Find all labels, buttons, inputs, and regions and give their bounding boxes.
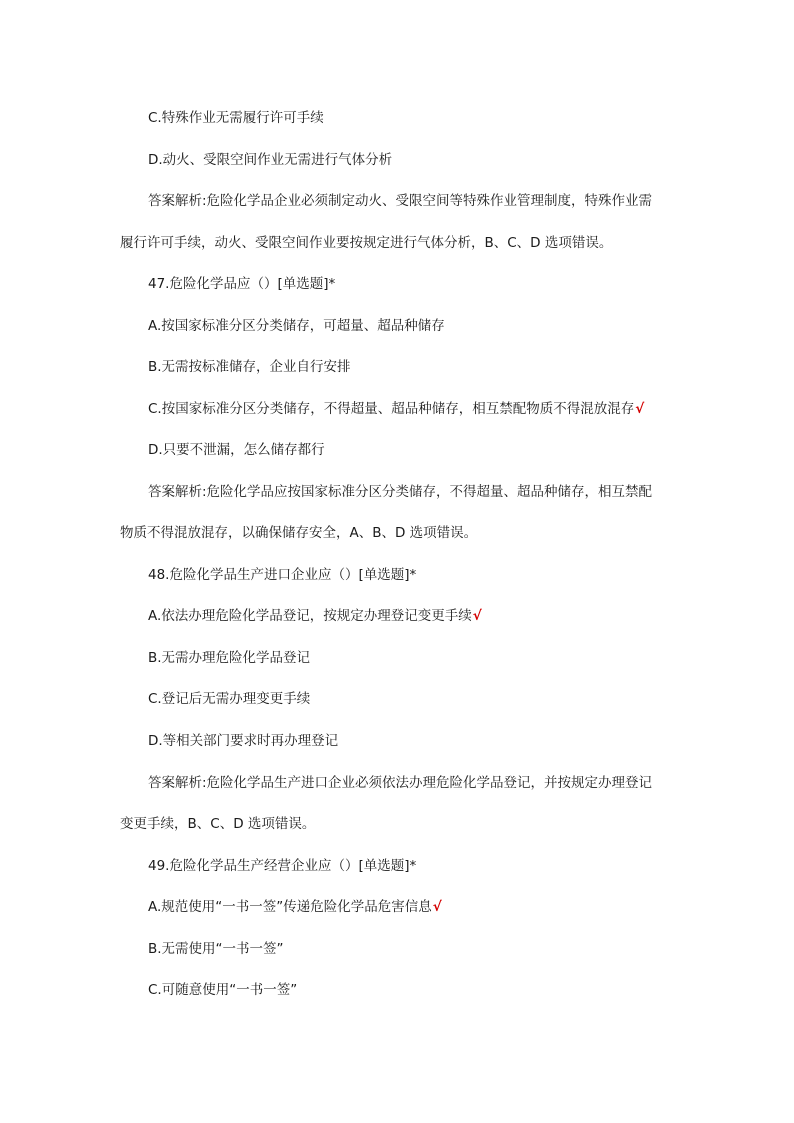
q46-analysis-line1: 答案解析:危险化学品企业必须制定动火、受限空间等特殊作业管理制度，特殊作业需 <box>148 193 653 209</box>
q47-option-b: B.无需按标准储存，企业自行安排 <box>148 359 351 375</box>
q47-option-c-row <box>148 399 644 419</box>
q47-question: 47.危险化学品应（）[单选题]* <box>148 276 336 292</box>
q49-option-a: A.规范使用“一书一签”传递危险化学品危害信息 <box>148 899 432 915</box>
correct-check-mark: √ <box>432 899 442 915</box>
q49-question: 49.危险化学品生产经营企业应（）[单选题]* <box>148 858 417 874</box>
q48-option-c: C.登记后无需办理变更手续 <box>148 691 311 707</box>
q46-analysis-line2: 履行许可手续，动火、受限空间作业要按规定进行气体分析，B、C、D 选项错误。 <box>120 235 613 251</box>
q49-option-c: C.可随意使用“一书一签” <box>148 982 298 998</box>
q48-option-a-row <box>148 606 482 626</box>
q48-question: 48.危险化学品生产进口企业应（）[单选题]* <box>148 567 417 583</box>
q47-option-d: D.只要不泄漏，怎么储存都行 <box>148 442 325 458</box>
q48-option-b: B.无需办理危险化学品登记 <box>148 650 311 666</box>
q49-option-b: B.无需使用“一书一签” <box>148 941 284 957</box>
q47-option-a: A.按国家标准分区分类储存，可超量、超品种储存 <box>148 318 445 334</box>
q46-option-c: C.特殊作业无需履行许可手续 <box>148 110 324 126</box>
q47-analysis-line1: 答案解析:危险化学品应按国家标准分区分类储存，不得超量、超品种储存，相互禁配 <box>148 484 653 500</box>
correct-check-mark: √ <box>472 608 482 624</box>
q47-analysis-line2: 物质不得混放混存，以确保储存安全，A、B、D 选项错误。 <box>120 525 478 541</box>
q49-option-a-row <box>148 897 442 917</box>
q46-option-d: D.动火、受限空间作业无需进行气体分析 <box>148 152 393 168</box>
correct-check-mark: √ <box>635 401 645 417</box>
q47-option-c: C.按国家标准分区分类储存，不得超量、超品种储存，相互禁配物质不得混放混存 <box>148 401 635 417</box>
q48-option-a: A.依法办理危险化学品登记，按规定办理登记变更手续 <box>148 608 472 624</box>
q48-analysis-line1: 答案解析:危险化学品生产进口企业必须依法办理危险化学品登记，并按规定办理登记 <box>148 775 653 791</box>
q48-analysis-line2: 变更手续，B、C、D 选项错误。 <box>120 816 316 832</box>
q48-option-d: D.等相关部门要求时再办理登记 <box>148 733 339 749</box>
